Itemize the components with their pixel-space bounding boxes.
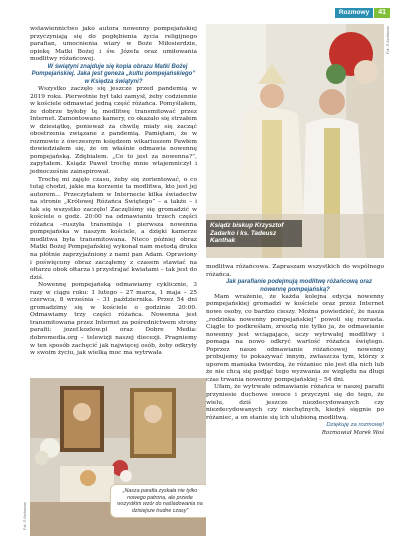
section-header [335,8,390,18]
photo-credit: Fot. ® Archiwum [386,26,390,54]
pull-quote: „Nasza parafia zyskała nie tylko nowego patrona, ale przede wszystkim wzór do naśladowania na dzisiejsze trudne czasy” [110,484,206,518]
paragraph: Wszystko zaczęło się jeszcze przed pandemią w 2019 roku. Pierwotnie był taki zamysł, żeby codziennie w kościele odmawiać jedną część różańca. Pomyślałem, że dobrze byłoby tę modlitwę transmitować przez Internet. Zamontowano kamery, co okazało się strzałem w dziesiątkę, ponieważ za chwilę miały się zacząć obostrzenia związane z pandemią. Pamiętam, że w rozmowie z ówczesnym księdzem wikariuszem Pawłem dowiedziałem się, że on właśnie odmawia nowennę pompejańską. Zdębiałem. „Co to jest za nowenna?”, zapytałem. Ksiądz Paweł trochę mnie wtajemniczył i jednocześnie zainspirował. [30,85,198,175]
shrine-photo [30,378,206,536]
photo-caption: Ksiądz biskup Krzysztof Zadarko i ks. Tadeusz Kanthak [206,220,302,247]
right-text-column [206,264,384,437]
page-number: 41 [374,8,390,18]
interview-question: W świątyni znajduje się kopia obrazu Matki Bożej Pompejańskiej. Jaka jest geneza „kultu pompejańskiego” w Księdza świątyni? [31,63,196,85]
paragraph: Nowennę pompejańską odmawiamy cyklicznie, 3 razy w ciągu roku: 1 lutego – 27 marca, 1 maja – 25 czerwca, 8 września – 31 października. Przez 54 dni gromadzimy się w kościele o godzinie 20:00. Odmawiamy trzy części różańca. Nowenna jest transmitowana przez Internet za pośrednictwem strony parafii: jozef.kozlow.pl oraz Dobre Media: dobremedia.org – telewizji naszej diecezji. Pragniemy w ten sposób zachęcić jak najwięcej osób, żeby odkryły w swoim życiu, jak wielką moc ma wytrwała [30,282,197,357]
paragraph: wstawiennictwo jako autora nowenny pompejańskiej przyczyniają się do pogłębienia życia religijnego parafian, umocnienia wiary w Boże Miłosierdzie, opiekę Matki Bożej i św. Józefa oraz umiłowania modlitwy różańcowej. [30,26,197,63]
paragraph: Mam wrażenie, że każda kolejna edycja nowenny pompejańskiej gromadzi w kościele oraz przez Internet nowe osoby, co bardzo cieszy. Można powiedzieć, że nasza „rodzinka nowenny pompejańskiej” powoli się rozrasta. Ciągle to podkreślam, zresztą nie tylko ja, że odmawianie nowenny jest wciągające, uczy wytrwałej modlitwy i pomaga na nowo odkryć wartość różańca świętego. Poprzez nasze odmawianie różańcowej nowenny probujemy to pokazywać innym, zwłaszcza tym, którzy z uporem maniaka twierdzą, że różaniec nie jest dla nich lub że nie chcą się podjąć tego wyzwania ze względu na długi czas trwania nowenny pompejańskiej – 54 dni. [206,293,384,383]
interview-author: Rozmawiał Marek Woś [321,429,384,436]
left-text-column [30,26,197,358]
closing-thanks: Dziękuję za rozmowę! [326,422,384,429]
section-label: Rozmowy [335,8,373,18]
paragraph: modlitwa różańcowa. Zapraszam wszystkich do wspólnego różańca. [206,264,384,278]
photo-credit: Fot. ® Archiwum [23,502,27,530]
bishop-photo [206,24,384,258]
paragraph: Trochę mi zajęło czasu, żeby się zorientować, o co tutaj chodzi, jakie ma korzenie ta modlitwa, kto jest jej autorem... Przeczytałem w Internecie kilka świadectw na stronie „Królowej Różańca Świętego” – a także – i tak się wszystko zaczęło! Zaczęliśmy się gromadzić w kościele o godz. 20:00 na odmawianiu trzech części różańca –ruszyła transmisja i pierwsza nowenna pompejańska w naszym kościele, a dzięki kamerze modlitwa była transmitowana. Nieco później obraz Matki Bożej Pompejańskiej wykonał nam metodą druku na płótnie zaprzyjaźniony z nami pan Adam. Opraviony i poświęcony obraz zacząłemy z czasem stawiać na ołtarzu obok ołtarza i przystrajać kwiatami – tak jest do dziś. [30,176,197,281]
paragraph: Ufam, że wytrwałe odmawianie różańca w naszej parafii przyniesie duchowe owoce i przyczyni się do tego, że wielu, dziś jeszcze niezdecydowanych czy niezdecydowanych czy niechętnych, kiedyś sięgnie po różaniec, a on stanie się ich ulubioną modlitwą. [206,384,384,421]
interview-question: Jak parafianie podejmują modlitwę różańcową oraz nowennę pompejańską? [225,279,373,293]
